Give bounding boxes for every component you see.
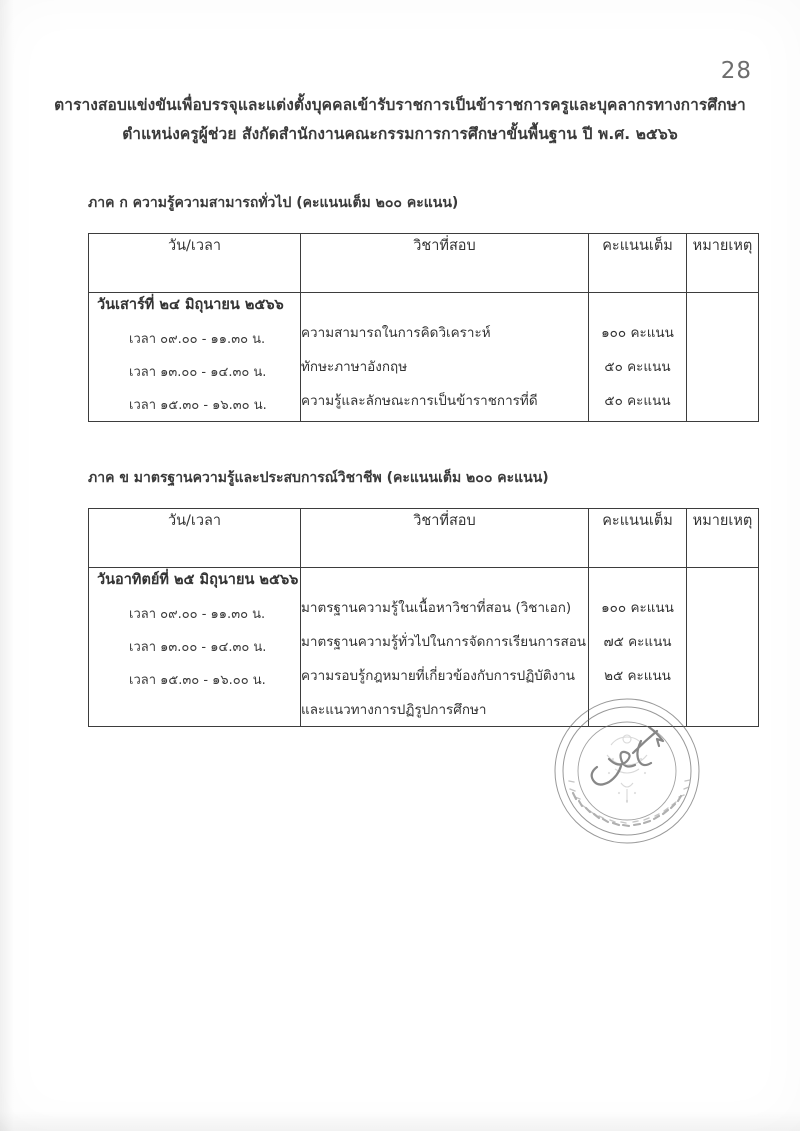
subject-spacer <box>301 293 588 315</box>
subject-score: ๗๕ คะแนน <box>603 634 672 650</box>
exam-time-slot: เวลา ๑๕.๓๐ - ๑๖.๐๐ น. <box>129 673 266 688</box>
subject-score: ๑๐๐ คะแนน <box>601 325 674 341</box>
subject-spacer <box>301 568 588 590</box>
exam-time-slot: เวลา ๐๙.๐๐ - ๑๑.๓๐ น. <box>129 332 266 347</box>
subject-score: ๒๕ คะแนน <box>604 668 671 684</box>
score-spacer <box>589 568 686 590</box>
subject-cell <box>301 293 589 422</box>
title-line-1: ตารางสอบแข่งขันเพื่อบรรจุและแต่งตั้งบุคคลเข้ารับราชการเป็นข้าราชการครูและบุคลากรทางการศึกษา <box>54 96 746 114</box>
day-time-cell <box>89 293 301 422</box>
exam-date-label: วันอาทิตย์ที่ ๒๕ มิถุนายน ๒๕๖๖ <box>97 572 299 588</box>
subject-name: ทักษะภาษาอังกฤษ <box>301 359 408 375</box>
exam-schedule-table-part-b <box>88 508 759 727</box>
column-header-remark: หมายเหตุ <box>687 234 759 293</box>
column-header-day-time: วัน/เวลา <box>89 509 301 568</box>
subject-score: ๕๐ คะแนน <box>604 393 671 409</box>
subject-name: ความรอบรู้กฎหมายที่เกี่ยวข้องกับการปฏิบัติงาน <box>301 668 576 684</box>
remark-cell <box>687 293 759 422</box>
section-heading-part-a: ภาค ก ความรู้ความสามารถทั่วไป (คะแนนเต็ม ๒๐๐ คะแนน) <box>88 195 459 211</box>
subject-name: ความสามารถในการคิดวิเคราะห์ <box>301 325 491 341</box>
subject-name: ความรู้และลักษณะการเป็นข้าราชการที่ดี <box>301 393 538 409</box>
table-row <box>89 568 759 727</box>
exam-time-slot: เวลา ๑๕.๓๐ - ๑๖.๓๐ น. <box>129 398 267 413</box>
subject-cell <box>301 568 589 727</box>
exam-date-label: วันเสาร์ที่ ๒๔ มิถุนายน ๒๕๖๖ <box>97 297 284 313</box>
column-header-full-score: คะแนนเต็ม <box>589 509 687 568</box>
exam-time-slot: เวลา ๑๓.๐๐ - ๑๔.๓๐ น. <box>129 365 267 380</box>
subject-name: มาตรฐานความรู้ในเนื้อหาวิชาที่สอน (วิชาเอก) <box>301 600 572 616</box>
column-header-day-time: วัน/เวลา <box>89 234 301 293</box>
page-number: 28 <box>720 58 752 84</box>
full-score-cell <box>589 293 687 422</box>
subject-score: ๕๐ คะแนน <box>604 359 671 375</box>
remark-cell <box>687 568 759 727</box>
document-title <box>0 98 800 155</box>
title-line-2: ตำแหน่งครูผู้ช่วย สังกัดสำนักงานคณะกรรมการการศึกษาขั้นพื้นฐาน ปี พ.ศ. ๒๕๖๖ <box>122 124 678 143</box>
exam-time-slot: เวลา ๑๓.๐๐ - ๑๔.๓๐ น. <box>129 640 267 655</box>
subject-score: ๑๐๐ คะแนน <box>601 600 674 616</box>
score-spacer <box>589 293 686 315</box>
scan-edge-shadow-bottom <box>0 1111 800 1131</box>
column-header-full-score: คะแนนเต็ม <box>589 234 687 293</box>
full-score-cell <box>589 568 687 727</box>
exam-schedule-table-part-a <box>88 233 759 422</box>
section-heading-part-b: ภาค ข มาตรฐานความรู้และประสบการณ์วิชาชีพ (คะแนนเต็ม ๒๐๐ คะแนน) <box>88 470 549 486</box>
subject-name: มาตรฐานความรู้ทั่วไปในการจัดการเรียนการสอน <box>301 634 587 650</box>
table-row <box>89 293 759 422</box>
scan-edge-shadow-left <box>0 0 14 1131</box>
day-time-cell <box>89 568 301 727</box>
column-header-remark: หมายเหตุ <box>687 509 759 568</box>
table-header-row <box>89 509 759 568</box>
subject-name-continuation: และแนวทางการปฏิรูปการศึกษา <box>301 702 487 718</box>
table-header-row <box>89 234 759 293</box>
column-header-subject: วิชาที่สอบ <box>301 509 589 568</box>
column-header-subject: วิชาที่สอบ <box>301 234 589 293</box>
exam-time-slot: เวลา ๐๙.๐๐ - ๑๑.๓๐ น. <box>129 607 266 622</box>
